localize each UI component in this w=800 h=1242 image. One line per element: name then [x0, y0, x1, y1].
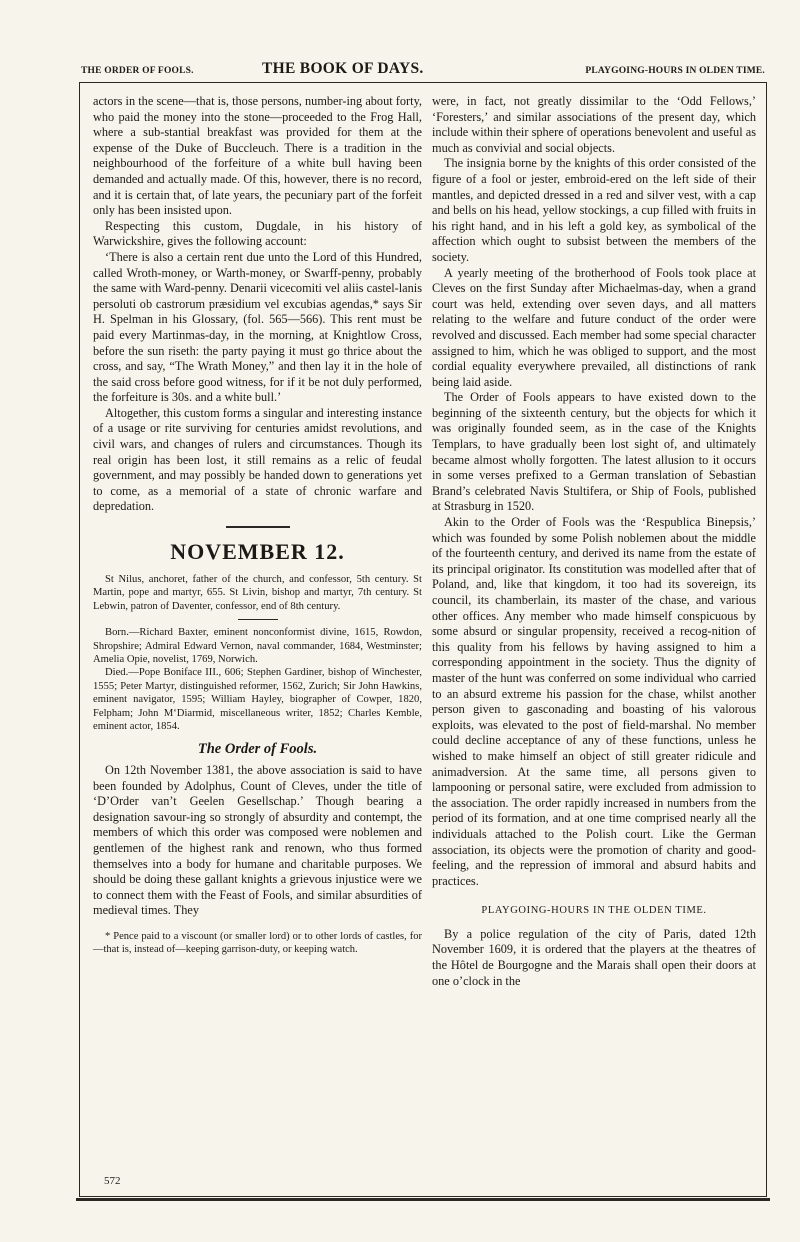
- born-paragraph: Born.—Richard Baxter, eminent nonconformist divine, 1615, Rowdon, Shropshire; Admiral Edward Vernon, naval commander, 1684, Westminster; Amelia Opie, novelist, 1769, Norwich.: [93, 627, 422, 666]
- paragraph: Respecting this custom, Dugdale, in his history of Warwickshire, gives the following account:: [93, 218, 422, 249]
- paragraph: On 12th November 1381, the above association is said to have been founded by Adolphus, Count of Cleves, under the title of ‘D’Order van’t Geelen Gesellschap.’ Though bearing a designation savour-ing so strongly of absurdity and contempt, the members of which this order was composed were noblemen and gentlemen of the highest rank and renown, who thus formed themselves into a body for humane and charitable purposes. We should be doing these gallant knights a grievous injustice were we to connect them with the Feast of Fools, and similar absurdities of medieval times. They: [93, 763, 422, 918]
- paragraph: Altogether, this custom forms a singular and interesting instance of a usage or rite surviving for centuries amidst revolutions, and civil wars, and changes of rulers and circumstances. Though its real origin has been lost, it still remains as a relic of feudal government, and may possibly be handed down to generations yet to come, as a memorial of a state of chronic warfare and depredation.: [93, 405, 422, 514]
- saints-list: [93, 573, 422, 733]
- paragraph: The insignia borne by the knights of this order consisted of the figure of a fool or jester, embroid-ered on the left side of their mantles, and depicted dressed in a red and silver vest, with a cap and bells on his head, yellow stockings, a cup filled with fruits in his right hand, and in his left a gold key, as symbolical of the affection which ought to subsist between the members of the society.: [432, 156, 756, 264]
- header-left: THE ORDER OF FOOLS.: [81, 66, 194, 76]
- bottom-rule: [76, 1198, 770, 1201]
- quotation: ‘There is also a certain rent due unto the Lord of this Hundred, called Wroth-money, or Warth-money, or Swarff-penny, probably the same with Ward-penny. Denarii vicecomiti vel aliis castel-lanis persoluti ob castrorum præsidium vel excubias agendas,* says Sir H. Spelman in his Glossary, (fol. 565—566). This rent must be paid every Martinmas-day, in the morning, at Knightlow Cross, before the sun riseth: the party paying it must go thrice about the cross, and say, “The Wrath Money,” and then lay it in the hole of the said cross before good witness, for if it be not duly performed, the forfeiture is 30s. and a white bull.’: [93, 249, 422, 405]
- paragraph: By a police regulation of the city of Paris, dated 12th November 1609, it is ordered that the players at the theatres of the Hôtel de Bourgogne and the Marais shall open their doors at one o’clock in the: [432, 926, 756, 988]
- paragraph: actors in the scene—that is, those persons, number-ing about forty, who paid the money into the stone—proceeded to the Frog Hall, where a sub-stantial breakfast was provided for them at the expense of the Duke of Buccleuch. There is a tradition in the neighbourhood of the forfeiture of a white bull having been demanded and actually made. Of this, however, there is no record, and it is certain that, of late years, the pecuniary part of the forfeit only has been insisted upon.: [93, 94, 422, 218]
- saints-paragraph: St Nilus, anchoret, father of the church, and confessor, 5th century. St Martin, pope and martyr, 655. St Livin, bishop and martyr, 7th century. St Lebwin, patron of Daventer, confessor, end of 8th century.: [93, 574, 422, 612]
- running-header: [79, 60, 767, 80]
- subheading: PLAYGOING-HOURS IN THE OLDEN TIME.: [481, 905, 707, 917]
- header-center: THE BOOK OF DAYS.: [262, 60, 424, 77]
- died-paragraph: Died.—Pope Boniface III., 606; Stephen Gardiner, bishop of Winchester, 1555; Peter Martyr, distinguished reformer, 1562, Zurich; Sir John Hawkins, eminent navigator, 1595; William Hayley, biographer of Cowper, 1820, Felpham; John M‘Diarmid, miscellaneous writer, 1852; Charles Kemble, eminent actor, 1854.: [93, 667, 422, 733]
- short-rule: [238, 619, 278, 620]
- left-column: [93, 94, 422, 957]
- header-right: PLAYGOING-HOURS IN OLDEN TIME.: [585, 66, 765, 76]
- right-column: [432, 94, 756, 989]
- footnote: [93, 931, 422, 957]
- footnote-text: * Pence paid to a viscount (or smaller lord) or to other lords of castles, for—that is, instead of—keeping garrison-duty, or keeping watch.: [93, 931, 422, 955]
- paragraph: were, in fact, not greatly dissimilar to the ‘Odd Fellows,’ ‘Foresters,’ and similar associations of the present day, which include within their sphere of operations benevolent and useful as much as convivial and social objects.: [432, 94, 756, 155]
- date-heading: NOVEMBER 12.: [170, 539, 345, 565]
- paragraph: The Order of Fools appears to have existed down to the beginning of the sixteenth century, but the objects for which it was originally founded seem, as in the case of the Knights Templars, to have gradually been lost sight of, and ultimately became almost wholly forgotten. The latest allusion to it occurs in some verses prefixed to a German translation of Sebastian Brand’s celebrated Navis Stultifera, or Ship of Fools, published at Strasburg in 1520.: [432, 390, 756, 514]
- page-number: 572: [104, 1175, 121, 1187]
- separator-rule: [226, 526, 290, 528]
- section-title: The Order of Fools.: [197, 740, 318, 757]
- paragraph: A yearly meeting of the brotherhood of Fools took place at Cleves on the first Sunday after Michaelmas-day, when a grand court was held, extending over seven days, and all matters relating to the welfare and future conduct of the order were revolved and discussed. Each member had some special character assigned to him, which he was obliged to support, and the most cordial equality everywhere prevailed, all distinctions of rank being laid aside.: [432, 265, 756, 389]
- paragraph: Akin to the Order of Fools was the ‘Respublica Binepsis,’ which was founded by some Polish noblemen about the middle of the fourteenth century, and derived its name from the estate of its principal originator. Its constitution was modelled after that of Poland, and, like that kingdom, it too had its sovereign, its council, its chamberlain, its master of the chase, and various other offices. Any member who made himself conspicuous by some absurd or singular propensity, received a recog-nition of this quality from his fellows by having assigned to him a corresponding appointment in the society. Thus the dignity of master of the hunt was conferred on some individual who carried to an absurd extreme his passion for the chase, whilst another person given to gasconading and boasting of his valorous exploits, was elevated to the post of field-marshal. No member could decline acceptance of any of these functions, unless he wished to make himself an object of still greater ridicule and animadversion. At the same time, all persons given to lampooning or personal satire, were excluded from admission to the association. The order rapidly increased in numbers from the period of its formation, and at one time comprised nearly all the individuals attached to the Polish court. Like the German association, its objects were the promotion of charity and good-feeling, and the repression of immoral and absurd habits and practices.: [432, 515, 756, 888]
